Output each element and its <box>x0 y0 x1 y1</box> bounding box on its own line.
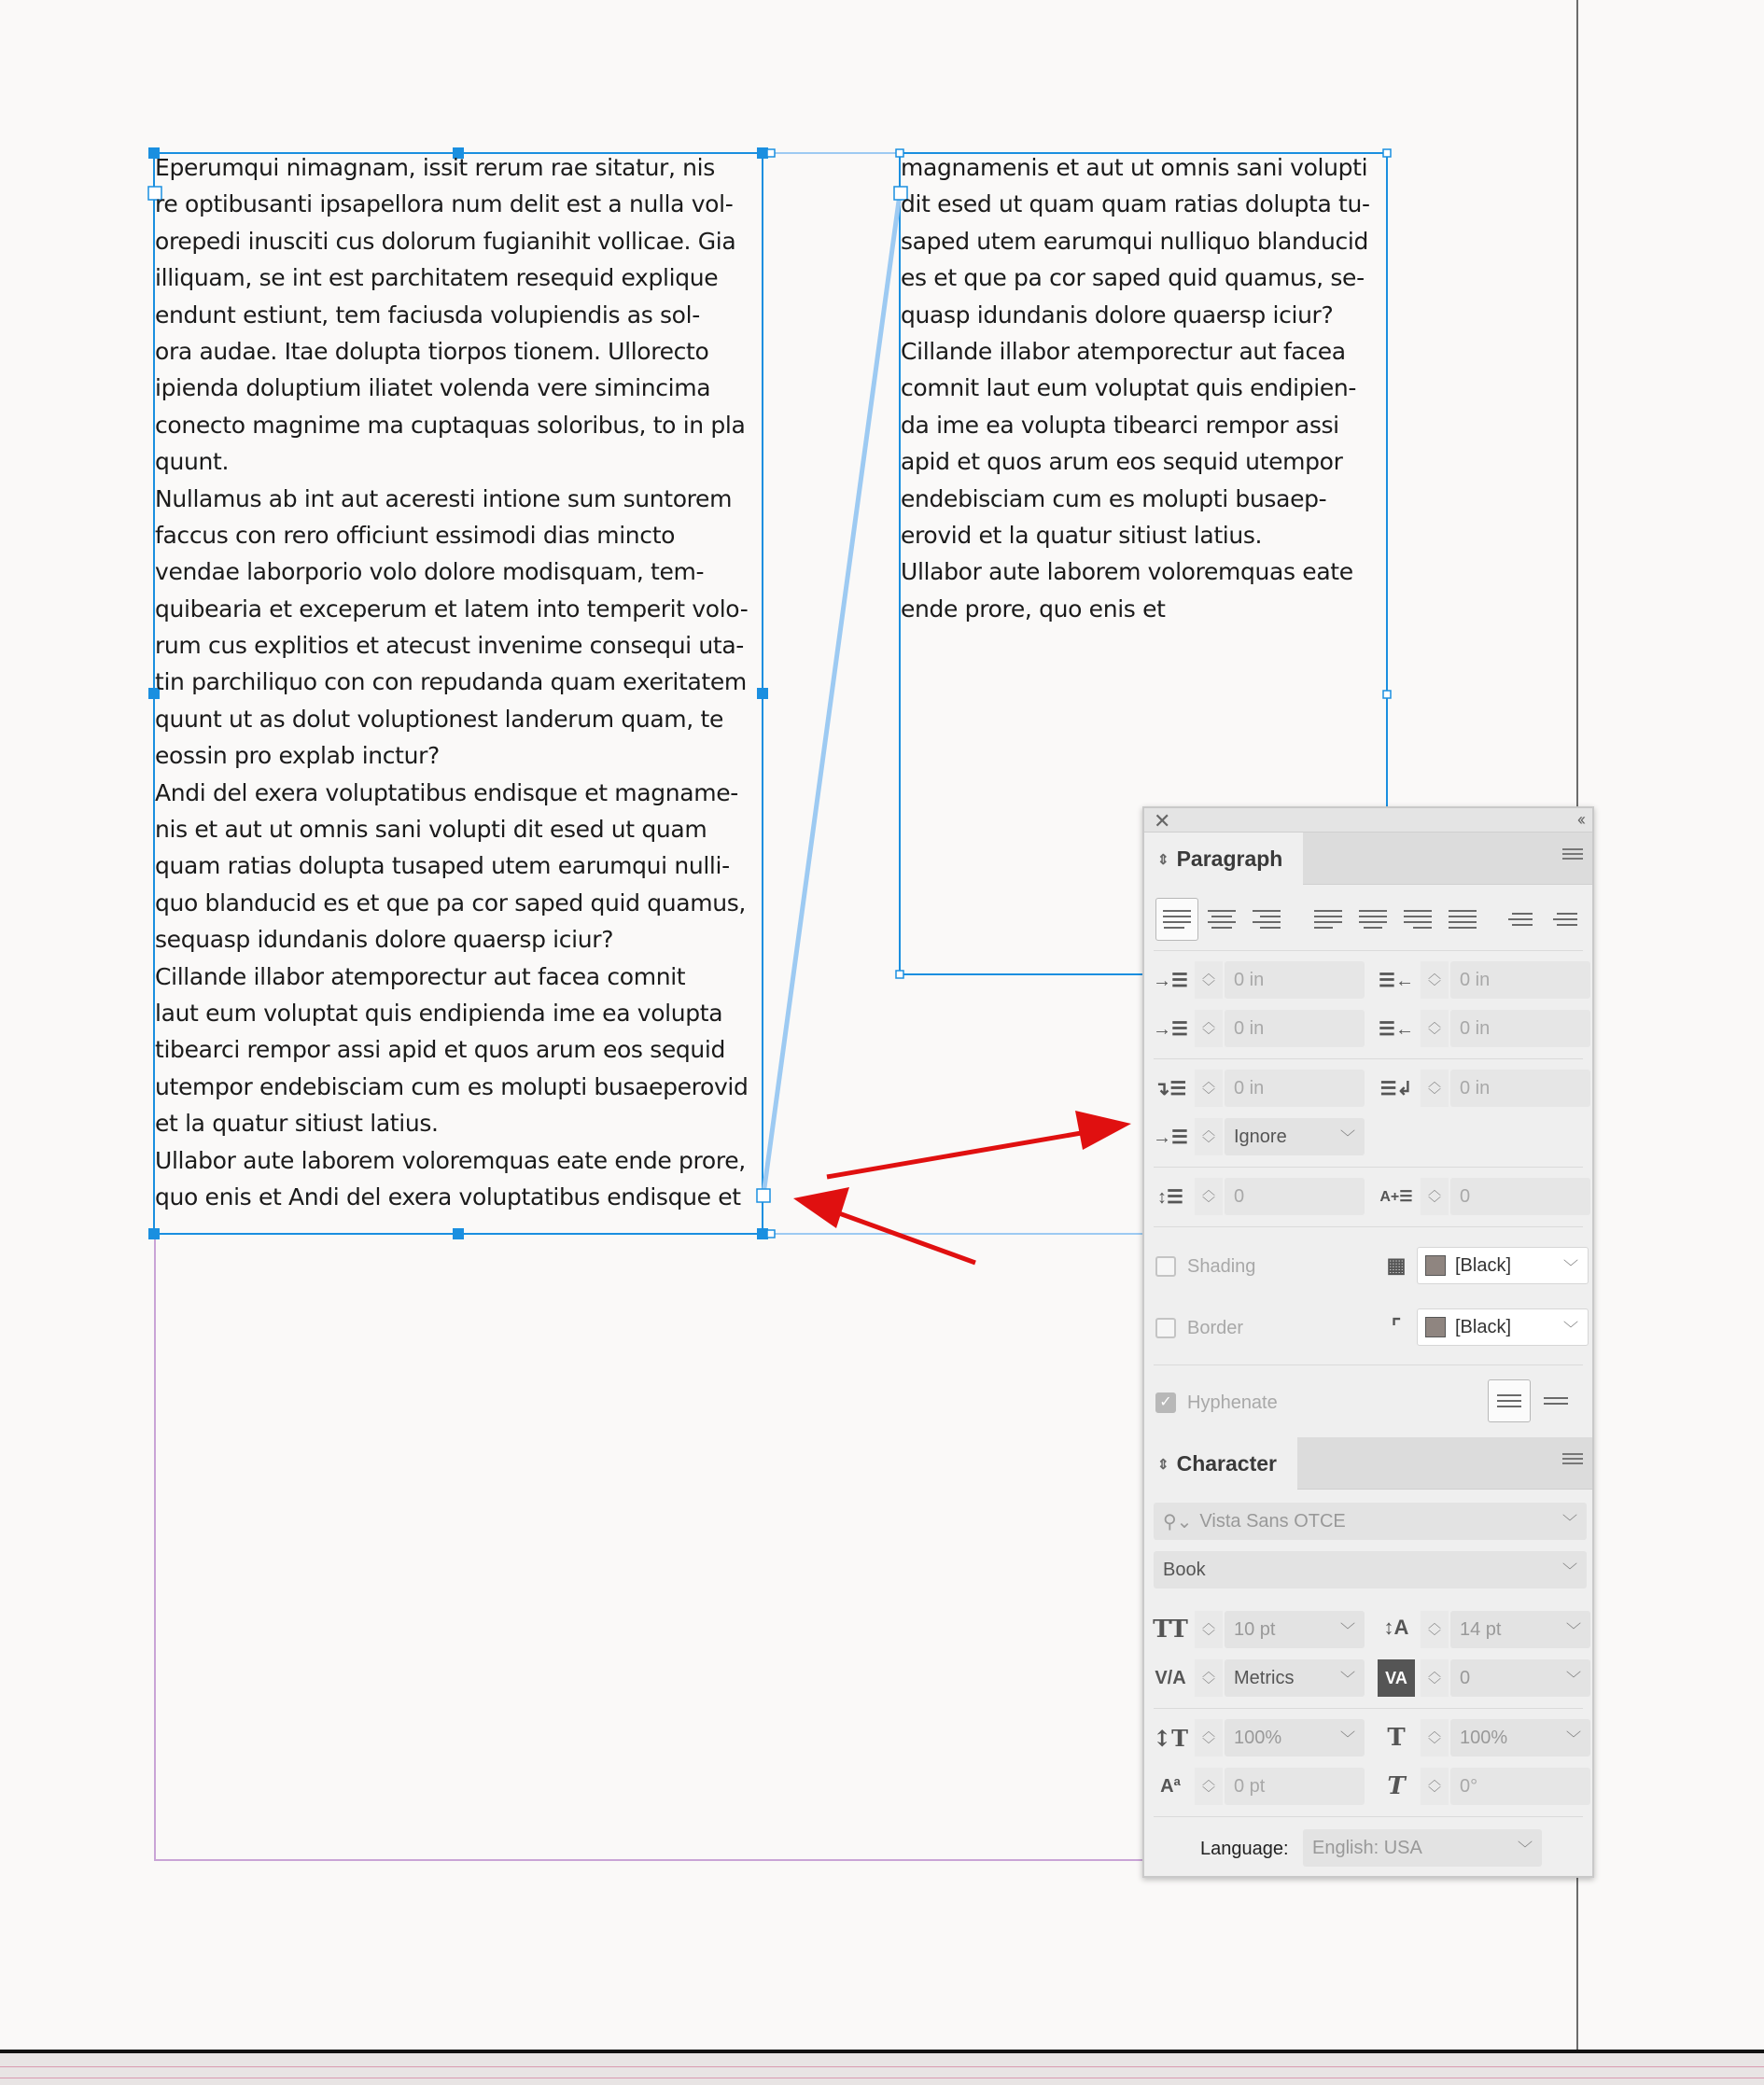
space-after-stepper[interactable]: ︿ ﹀ <box>1421 1070 1449 1107</box>
text-line[interactable]: ora audae. Itae dolupta tiorpos tionem. Ullorecto <box>155 337 709 365</box>
text-line[interactable]: Ullabor aute laborem voloremquas eate <box>901 558 1353 586</box>
drop-cap-lines-stepper[interactable]: ︿ ﹀ <box>1195 1178 1223 1215</box>
justify-center-button[interactable] <box>1351 898 1394 941</box>
right-indent-field[interactable]: 0 in <box>1450 961 1590 999</box>
vertical-scale-stepper[interactable]: ︿ ﹀ <box>1195 1719 1223 1756</box>
language-dropdown[interactable] <box>1303 1829 1542 1867</box>
text-line[interactable]: vendae laborporio volo dolore modisquam, tem- <box>155 558 705 586</box>
shading-settings-icon[interactable]: ▦ <box>1386 1253 1407 1277</box>
leading-value: 14 pt <box>1460 1618 1502 1640</box>
close-icon[interactable]: ✕ <box>1154 809 1171 833</box>
text-frame-left-content[interactable] <box>155 149 749 1215</box>
left-indent-stepper[interactable]: ︿ ﹀ <box>1195 961 1223 999</box>
font-style-value: Book <box>1163 1559 1206 1580</box>
text-line[interactable]: nis et aut ut omnis sani volupti dit esed ut quam <box>155 816 707 844</box>
font-family-dropdown[interactable] <box>1154 1503 1587 1540</box>
panel-menu-icon[interactable] <box>1562 846 1583 862</box>
text-line[interactable]: apid et quos arum eos sequid utempor <box>901 448 1343 476</box>
text-line[interactable]: comnit laut eum voluptat quis endipien- <box>901 374 1357 402</box>
chevron-down-icon: ﹀ <box>1339 1623 1355 1639</box>
text-line[interactable]: magnamenis et aut ut omnis sani volupti <box>901 154 1368 181</box>
tab-paragraph-label: Paragraph <box>1176 847 1283 871</box>
baseline-shift-field[interactable]: 0 pt <box>1225 1768 1365 1805</box>
text-line[interactable]: illiquam, se int est parchitatem resequid explique <box>155 264 719 292</box>
horizontal-scale-dropdown[interactable] <box>1450 1719 1590 1756</box>
justify-all-button[interactable] <box>1441 898 1484 941</box>
chevron-down-icon: ﹀ <box>1565 1623 1581 1639</box>
text-line[interactable]: laut eum voluptat quis endipienda ime ea volupta <box>155 999 723 1027</box>
font-size-stepper[interactable]: ︿ ﹀ <box>1195 1611 1223 1648</box>
chevron-down-icon: ﹀ <box>1562 1260 1578 1276</box>
justify-left-button[interactable] <box>1307 898 1350 941</box>
space-after-icon: ☰↲ <box>1379 1078 1413 1099</box>
text-line[interactable]: quo enis et Andi del exera voluptatibus endisque et <box>155 1182 741 1210</box>
tracking-value: 0 <box>1460 1667 1471 1688</box>
text-line[interactable]: quasp idundanis dolore quaersp iciur? <box>901 301 1334 329</box>
space-before-icon: ↴☰ <box>1154 1078 1187 1099</box>
single-line-composer-button[interactable] <box>1488 1379 1531 1422</box>
chevron-updown-icon[interactable]: ⇕ <box>1157 851 1169 868</box>
kerning-stepper[interactable]: ︿ ﹀ <box>1195 1659 1223 1697</box>
hyphenate-label: Hyphenate <box>1187 1392 1278 1413</box>
tracking-icon: VA <box>1378 1659 1415 1697</box>
text-line[interactable]: tin parchiliquo con con repudanda quam exeritatem <box>155 668 747 696</box>
align-to-grid-stepper[interactable]: ︿ ﹀ <box>1195 1118 1223 1155</box>
chevron-down-icon: ﹀ <box>1561 1563 1577 1579</box>
horizontal-scale-value: 100% <box>1460 1727 1508 1748</box>
bottom-bar <box>0 2050 1764 2085</box>
paragraph-character-panel[interactable] <box>1142 806 1594 1878</box>
last-line-indent-stepper[interactable]: ︿ ﹀ <box>1421 1010 1449 1047</box>
text-line[interactable]: quam ratias dolupta tusaped utem earumqui nulli- <box>155 852 730 880</box>
kerning-icon: V/A <box>1155 1667 1186 1688</box>
align-to-grid-value: Ignore <box>1234 1126 1287 1147</box>
font-size-value: 10 pt <box>1234 1618 1276 1640</box>
align-left-button[interactable] <box>1155 898 1198 941</box>
text-line[interactable]: quibearia et exceperum et latem into temperit volo- <box>155 595 749 623</box>
horizontal-scale-stepper[interactable]: ︿ ﹀ <box>1421 1719 1449 1756</box>
font-style-dropdown[interactable] <box>1154 1551 1587 1588</box>
shading-color-value: [Black] <box>1455 1254 1512 1276</box>
search-icon: ⚲⌄ <box>1163 1511 1193 1532</box>
shading-swatch <box>1425 1255 1446 1276</box>
tracking-dropdown[interactable] <box>1450 1659 1590 1697</box>
border-settings-icon[interactable]: ⌜ <box>1391 1315 1402 1338</box>
text-line[interactable]: quunt ut as dolut voluptionest landerum quam, te <box>155 705 723 733</box>
shading-checkbox[interactable] <box>1155 1256 1176 1277</box>
tab-paragraph[interactable] <box>1144 833 1303 886</box>
text-line[interactable]: conecto magnime ma cuptaquas soloribus, to in pla <box>155 411 746 439</box>
horizontal-scale-icon: T <box>1387 1724 1406 1752</box>
text-line[interactable]: et la quatur sitiust latius. <box>155 1110 439 1138</box>
chevron-down-icon: ﹀ <box>1565 1731 1581 1747</box>
text-line[interactable]: eossin pro explab inctur? <box>155 742 440 770</box>
out-port[interactable] <box>757 1189 770 1202</box>
text-line[interactable]: orepedi inusciti cus dolorum fugianihit vollicae. Gia <box>155 227 736 255</box>
vertical-scale-dropdown[interactable] <box>1225 1719 1365 1756</box>
border-swatch <box>1425 1317 1446 1337</box>
space-before-field[interactable]: 0 in <box>1225 1070 1365 1107</box>
panel-titlebar[interactable] <box>1144 808 1592 833</box>
left-indent-icon: →☰ <box>1153 970 1188 991</box>
vertical-scale-icon: ↕T <box>1153 1724 1188 1752</box>
chevron-down-icon: ﹀ <box>1561 1515 1577 1531</box>
baseline-shift-icon: Aª <box>1160 1775 1181 1797</box>
border-color-value: [Black] <box>1455 1316 1512 1337</box>
annotation-arrows <box>793 1111 1131 1263</box>
hyphenate-checkbox[interactable]: ✓ <box>1155 1392 1176 1413</box>
first-line-indent-field[interactable]: 0 in <box>1225 1010 1365 1047</box>
text-line[interactable]: Eperumqui nimagnam, issit rerum rae sitatur, nis <box>155 154 715 181</box>
left-indent-field[interactable]: 0 in <box>1225 961 1365 999</box>
tab-character[interactable] <box>1144 1437 1297 1490</box>
drop-cap-chars-icon: A+☰ <box>1379 1189 1413 1205</box>
text-line[interactable]: endebisciam cum es molupti busaep- <box>901 484 1327 512</box>
text-line[interactable]: erovid et la quatur sitiust latius. <box>901 521 1263 549</box>
chevron-down-icon: ﹀ <box>1565 1672 1581 1687</box>
leading-dropdown[interactable] <box>1450 1611 1590 1648</box>
text-line[interactable]: rum cus explitios et atecust invenime consequi uta- <box>155 632 744 660</box>
chevron-down-icon: ﹀ <box>1562 1322 1578 1337</box>
text-line[interactable]: Ullabor aute laborem voloremquas eate ende prore, <box>155 1146 746 1174</box>
vertical-scale-value: 100% <box>1234 1727 1282 1748</box>
text-line[interactable]: tibearci rempor assi apid et quos arum eos sequid <box>155 1036 726 1064</box>
panel-menu-icon[interactable] <box>1562 1450 1583 1467</box>
text-frame-right-content[interactable] <box>901 149 1370 627</box>
chevron-down-icon: ﹀ <box>1339 1672 1355 1687</box>
text-line[interactable]: sequasp idundanis dolore quaersp iciur? <box>155 926 614 954</box>
collapse-icon[interactable]: ‹‹ <box>1577 810 1583 829</box>
leading-stepper[interactable]: ︿ ﹀ <box>1421 1611 1449 1648</box>
tab-character-label: Character <box>1176 1451 1277 1476</box>
text-line[interactable]: da ime ea volupta tibearci rempor assi <box>901 411 1339 439</box>
chevron-down-icon: ﹀ <box>1339 1130 1355 1146</box>
shading-label: Shading <box>1187 1256 1256 1277</box>
right-indent-stepper[interactable]: ︿ ﹀ <box>1421 961 1449 999</box>
paragraph-tabbar <box>1144 833 1592 885</box>
text-line[interactable]: re optibusanti ipsapellora num delit est a nulla vol- <box>155 190 734 218</box>
text-line[interactable]: Andi del exera voluptatibus endisque et magname- <box>155 778 738 806</box>
font-size-icon: TT <box>1153 1616 1188 1644</box>
text-line[interactable]: utempor endebisciam cum es molupti busaeperovid <box>155 1072 749 1100</box>
text-line[interactable]: Cillande illabor atemporectur aut facea <box>901 337 1346 365</box>
last-line-indent-field[interactable]: 0 in <box>1450 1010 1590 1047</box>
drop-cap-lines-field[interactable]: 0 <box>1225 1178 1365 1215</box>
align-right-button[interactable] <box>1245 898 1288 941</box>
align-to-grid-dropdown[interactable] <box>1225 1118 1365 1155</box>
border-color-dropdown[interactable] <box>1417 1308 1589 1346</box>
text-line[interactable]: quunt. <box>155 448 230 476</box>
drop-cap-chars-stepper[interactable]: ︿ ﹀ <box>1421 1178 1449 1215</box>
align-center-button[interactable] <box>1200 898 1243 941</box>
skew-icon: T <box>1387 1772 1406 1800</box>
chevron-updown-icon[interactable]: ⇕ <box>1157 1456 1169 1473</box>
text-line[interactable]: saped utem earumqui nulliquo blanducid <box>901 227 1368 255</box>
text-line[interactable]: quo blanducid es et que pa cor saped quid quamus, <box>155 889 747 917</box>
text-line[interactable]: ipienda doluptium iliatet volenda vere simincima <box>155 374 711 402</box>
language-value: English: USA <box>1312 1837 1422 1858</box>
right-indent-icon: ☰← <box>1379 970 1414 991</box>
drop-cap-lines-icon: ↕☰ <box>1157 1186 1183 1208</box>
text-line[interactable]: endunt estiunt, tem faciusda volupiendis as sol- <box>155 301 700 329</box>
border-checkbox[interactable] <box>1155 1318 1176 1338</box>
shading-color-dropdown[interactable] <box>1417 1247 1589 1284</box>
text-line[interactable]: dit esed ut quam quam ratias dolupta tu- <box>901 190 1370 218</box>
drop-cap-chars-field[interactable]: 0 <box>1450 1178 1590 1215</box>
text-line[interactable]: Nullamus ab int aut aceresti intione sum suntorem <box>155 484 733 512</box>
last-line-indent-icon: ☰← <box>1379 1018 1414 1040</box>
space-before-stepper[interactable]: ︿ ﹀ <box>1195 1070 1223 1107</box>
text-thread-line <box>763 194 900 1195</box>
skew-stepper[interactable]: ︿ ﹀ <box>1421 1768 1449 1805</box>
text-line[interactable]: faccus con rero officiunt essimodi dias mincto <box>155 521 676 549</box>
text-line[interactable]: Cillande illabor atemporectur aut facea comnit <box>155 962 686 990</box>
kerning-value: Metrics <box>1234 1667 1295 1688</box>
kerning-dropdown[interactable] <box>1225 1659 1365 1697</box>
space-after-field[interactable]: 0 in <box>1450 1070 1590 1107</box>
skew-field[interactable]: 0° <box>1450 1768 1590 1805</box>
font-family-value: Vista Sans OTCE <box>1199 1510 1346 1532</box>
first-line-indent-stepper[interactable]: ︿ ﹀ <box>1195 1010 1223 1047</box>
character-tabbar <box>1144 1437 1592 1490</box>
align-towards-spine-button[interactable] <box>1503 898 1546 941</box>
tracking-stepper[interactable]: ︿ ﹀ <box>1421 1659 1449 1697</box>
justify-right-button[interactable] <box>1396 898 1439 941</box>
chevron-down-icon: ﹀ <box>1339 1731 1355 1747</box>
first-line-indent-icon: →☰ <box>1153 1018 1188 1040</box>
leading-icon: ↕A <box>1383 1616 1409 1639</box>
text-line[interactable]: es et que pa cor saped quid quamus, se- <box>901 264 1365 292</box>
border-label: Border <box>1187 1318 1244 1338</box>
baseline-shift-stepper[interactable]: ︿ ﹀ <box>1195 1768 1223 1805</box>
font-size-dropdown[interactable] <box>1225 1611 1365 1648</box>
paragraph-composer-button[interactable] <box>1534 1379 1577 1422</box>
text-line[interactable]: ende prore, quo enis et <box>901 595 1166 623</box>
align-to-grid-icon: →☰ <box>1153 1126 1188 1148</box>
language-label: Language: <box>1200 1839 1289 1859</box>
chevron-down-icon: ﹀ <box>1517 1841 1533 1857</box>
align-away-from-spine-button[interactable] <box>1547 898 1590 941</box>
